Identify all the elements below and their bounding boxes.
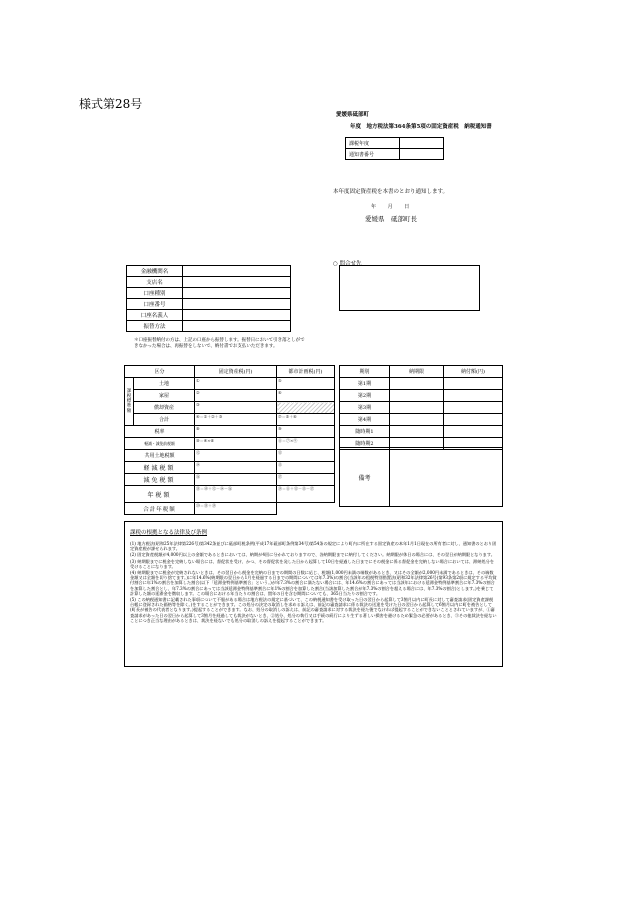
date-day: 日	[404, 204, 410, 210]
legal-basis-title: 課税の根拠となる法律及び条例	[130, 530, 208, 536]
due-date-cell	[390, 402, 444, 414]
fixed-value: ④＝①＋②＋③	[195, 414, 277, 426]
account-holder-label: 口座名義人	[127, 310, 183, 321]
bank-row	[127, 288, 291, 299]
legal-item: (1) 地方税法(昭和25年法律第226号)第342条並びに砥部町税条例(平成17年砥部町条例第34号)第54条の規定により町内に所在する固定資産の本年1月1日現在の所有者に対し、通知書のとおり固定資産税が課せられます。	[130, 541, 497, 552]
bank-row	[127, 266, 291, 277]
account-type-field[interactable]	[183, 288, 291, 299]
amount-cell	[444, 402, 503, 414]
period-label: 随時期2	[340, 438, 390, 450]
tax-row-pre-reduction	[125, 438, 335, 450]
row-label: 減免税額	[125, 474, 195, 486]
fixed-value: ⑳＝⑱＋⑲	[195, 503, 277, 515]
city-value: ⑤	[277, 378, 335, 390]
tax-row-shared-land	[125, 450, 335, 462]
city-value: ⑬	[277, 450, 335, 462]
due-date-cell	[390, 378, 444, 390]
amount-cell	[444, 378, 503, 390]
city-value: ⑥	[277, 390, 335, 402]
tax-row-reduction	[125, 462, 335, 474]
tax-amount-table	[124, 365, 335, 515]
legal-item: (3) 納期限までに税金を完納しない場合には、督促状を受け、かつ、その督促状を発した日から起算して10日を経過した日までにその税金に係る督促金を完納しない場合においては、滞納処分を受けることになります。	[130, 558, 495, 569]
due-date-header: 納期限	[390, 366, 444, 378]
payment-header-row	[340, 366, 503, 378]
remarks-table	[339, 447, 503, 507]
date-month: 月	[387, 204, 393, 210]
account-number-field[interactable]	[183, 299, 291, 310]
bank-name-label: 金融機関名	[127, 266, 183, 277]
city-value: ⑰	[277, 474, 335, 486]
period-label: 第3期	[340, 402, 390, 414]
fixed-value: ⑭	[195, 462, 277, 474]
remarks-label: 備考	[340, 448, 390, 507]
tax-row-rate	[125, 426, 335, 438]
fixed-value: ⑧	[195, 426, 277, 438]
city-value-blank	[277, 402, 335, 414]
date-year: 年	[371, 204, 377, 210]
period-label: 第2期	[340, 390, 390, 402]
document-title: 年度 地方税法第364条第5項の固定資産税 納税通知書	[350, 124, 492, 130]
fixed-value: ③	[195, 402, 277, 414]
fixed-value: ②	[195, 390, 277, 402]
city-planning-tax-header: 都市計画税(円)	[277, 366, 335, 378]
legal-item: (5) この納税通知書に記載された事項について不服がある場合は地方税法の規定に基づいて、この納税通知書を受け取った日の翌日から起算して3箇月以内に町長に対して審査請求(固定資産課税台帳に登録された価格等を除く。)をすることができます。この処分の決定の取消しを求める訴えは、前記の審査請求に係る裁決の送達を受けた日の翌日から起算して6箇月以内に町を被告として(町長が被告の代表者となります。)提起することができます。なお、処分の取消しの訴えは、前記の審査請求に対する裁決を経た後でなければ提起することができないこととされていますが、①審査請求があった日の翌日から起算して3箇月を経過しても裁決がないとき、②処分、処分の執行又は手続の続行により生ずる著しい損害を避けるため緊急の必要があるとき、③その他裁決を経ないことにつき正当な理由があるときは、裁決を経ないでも処分の取消しの訴えを提起することができます。	[130, 597, 497, 623]
tax-row-building	[125, 390, 335, 402]
city-value: ⑲＝⑪＋⑬－⑮－⑰	[277, 486, 335, 503]
row-label: 軽減税額	[125, 462, 195, 474]
tax-base-side-label: 課税標準額	[125, 378, 134, 426]
account-holder-field[interactable]	[183, 310, 291, 321]
row-label: 合計年税額	[125, 503, 195, 515]
payment-row	[340, 426, 503, 438]
row-label: 土地	[134, 378, 195, 390]
row-label: 年税額	[125, 486, 195, 503]
period-header: 期別	[340, 366, 390, 378]
notice-number-field[interactable]	[400, 149, 444, 160]
fixed-asset-tax-header: 固定資産税(円)	[195, 366, 277, 378]
mayor-name: 愛媛県 砥部町長	[365, 215, 417, 223]
tax-row-exemption	[125, 474, 335, 486]
transfer-note: ＊口座振替納付の方は、上記の口座から振替します。振替日において引き落としができなかった場合は、再振替をしないで、納付書でお支払いただきます。	[134, 338, 305, 349]
payment-row	[340, 378, 503, 390]
account-number-label: 口座番号	[127, 299, 183, 310]
payment-row	[340, 402, 503, 414]
tax-row-total	[125, 414, 335, 426]
amount-cell	[444, 414, 503, 426]
payment-row	[340, 390, 503, 402]
city-value: ⑪＝⑦×⑨	[277, 438, 335, 450]
inquiry-label: ○ 問合せ先	[333, 261, 362, 267]
form-number: 様式第28号	[79, 97, 143, 111]
tax-row-annual	[125, 486, 335, 503]
transfer-method-label: 振替方法	[127, 321, 183, 332]
payment-row	[340, 414, 503, 426]
period-label: 随時期1	[340, 426, 390, 438]
fixed-value: ⑱＝⑩＋⑫－⑭－⑯	[195, 486, 277, 503]
row-label: 家屋	[134, 390, 195, 402]
amount-cell	[444, 426, 503, 438]
inquiry-box	[339, 265, 480, 311]
branch-name-label: 支店名	[127, 277, 183, 288]
notice-text: 本年度固定資産税を本書のとおり通知します。	[333, 189, 449, 195]
tax-row-grand-total	[125, 503, 335, 515]
remarks-row	[340, 448, 503, 507]
bank-name-field[interactable]	[183, 266, 291, 277]
fixed-value: ⑩＝④×⑧	[195, 438, 277, 450]
transfer-method-field[interactable]	[183, 321, 291, 332]
bank-row	[127, 299, 291, 310]
tax-year-label: 課税年度	[346, 138, 400, 149]
payment-amount-header: 納付額(円)	[444, 366, 503, 378]
header-row-notice-number	[346, 149, 444, 160]
row-label: 合計	[134, 414, 195, 426]
amount-cell	[444, 390, 503, 402]
row-label: 税率	[125, 426, 195, 438]
fixed-value: ⑫	[195, 450, 277, 462]
legal-item: (4) 納期限までに税金が完納されないときは、その翌日から税金を完納の日までの期間の日数に応じ、税額(1,000円未満の端数があるとき、又はその全額が2,000円未満であるときは、その端数金額又は全額を切り捨てます。)に年14.6%(納期限の翌日から1月を経過する日までの期間については年7.3%)の割合(当該年の租税特別措置法(昭和32年法律第26号)第93条第2項に規定する平均貸付割合に年1%の割合を加算した割合(以下「延滞金特例基準割合」という。)が年7.3%の割合に満たない場合には、年14.6%の割合にあっては当該年における延滞金特例基準割合に年7.3%の割合を加算した割合とし、年7.3%の割合にあっては当該延滞金特例基準割合に年1%の割合を加算した割合(当該加算した割合が年7.3%の割合を超える場合には、年7.3%の割合)とします。)を乗じて計算した額の延滞金を徴収します。この場合における年当たりの割合は、閏年の日を含む期間についても、365日当たりの割合です。	[130, 570, 497, 596]
tax-row-land	[125, 378, 335, 390]
due-date-cell	[390, 426, 444, 438]
notice-number-label: 通知書番号	[346, 149, 400, 160]
bank-row	[127, 310, 291, 321]
row-label: 共用土地税額	[125, 450, 195, 462]
remarks-field[interactable]	[390, 448, 503, 507]
bank-row	[127, 277, 291, 288]
bank-row	[127, 321, 291, 332]
due-date-cell	[390, 390, 444, 402]
fixed-value: ①	[195, 378, 277, 390]
city-value: ⑨	[277, 426, 335, 438]
branch-name-field[interactable]	[183, 277, 291, 288]
fixed-value: ⑯	[195, 474, 277, 486]
city-value-blank	[277, 503, 335, 515]
period-label: 第4期	[340, 414, 390, 426]
header-info-table	[345, 137, 444, 160]
organization-name: 愛媛県砥部町	[336, 112, 370, 118]
city-value: ⑮	[277, 462, 335, 474]
tax-year-field[interactable]	[400, 138, 444, 149]
issue-date	[371, 203, 419, 210]
account-type-label: 口座種別	[127, 288, 183, 299]
row-label: 軽減・減免前税額	[125, 438, 195, 450]
legal-basis-section	[124, 521, 503, 667]
period-label: 第1期	[340, 378, 390, 390]
category-header: 区分	[125, 366, 195, 378]
city-value: ⑦＝⑤＋⑥	[277, 414, 335, 426]
tax-row-depreciable	[125, 402, 335, 414]
header-row-tax-year	[346, 138, 444, 149]
legal-item: (2) 固定資産税額が4,000円以上の金額であるときにおいては、納期が4回に分かれておりますので、各納期限までに納付してください。納期限が休日の場合には、その翌日が納期限となります。	[130, 552, 495, 558]
tax-header-row	[125, 366, 335, 378]
payment-schedule-table	[339, 365, 503, 450]
bank-account-table	[126, 265, 291, 332]
row-label: 償却資産	[134, 402, 195, 414]
due-date-cell	[390, 414, 444, 426]
